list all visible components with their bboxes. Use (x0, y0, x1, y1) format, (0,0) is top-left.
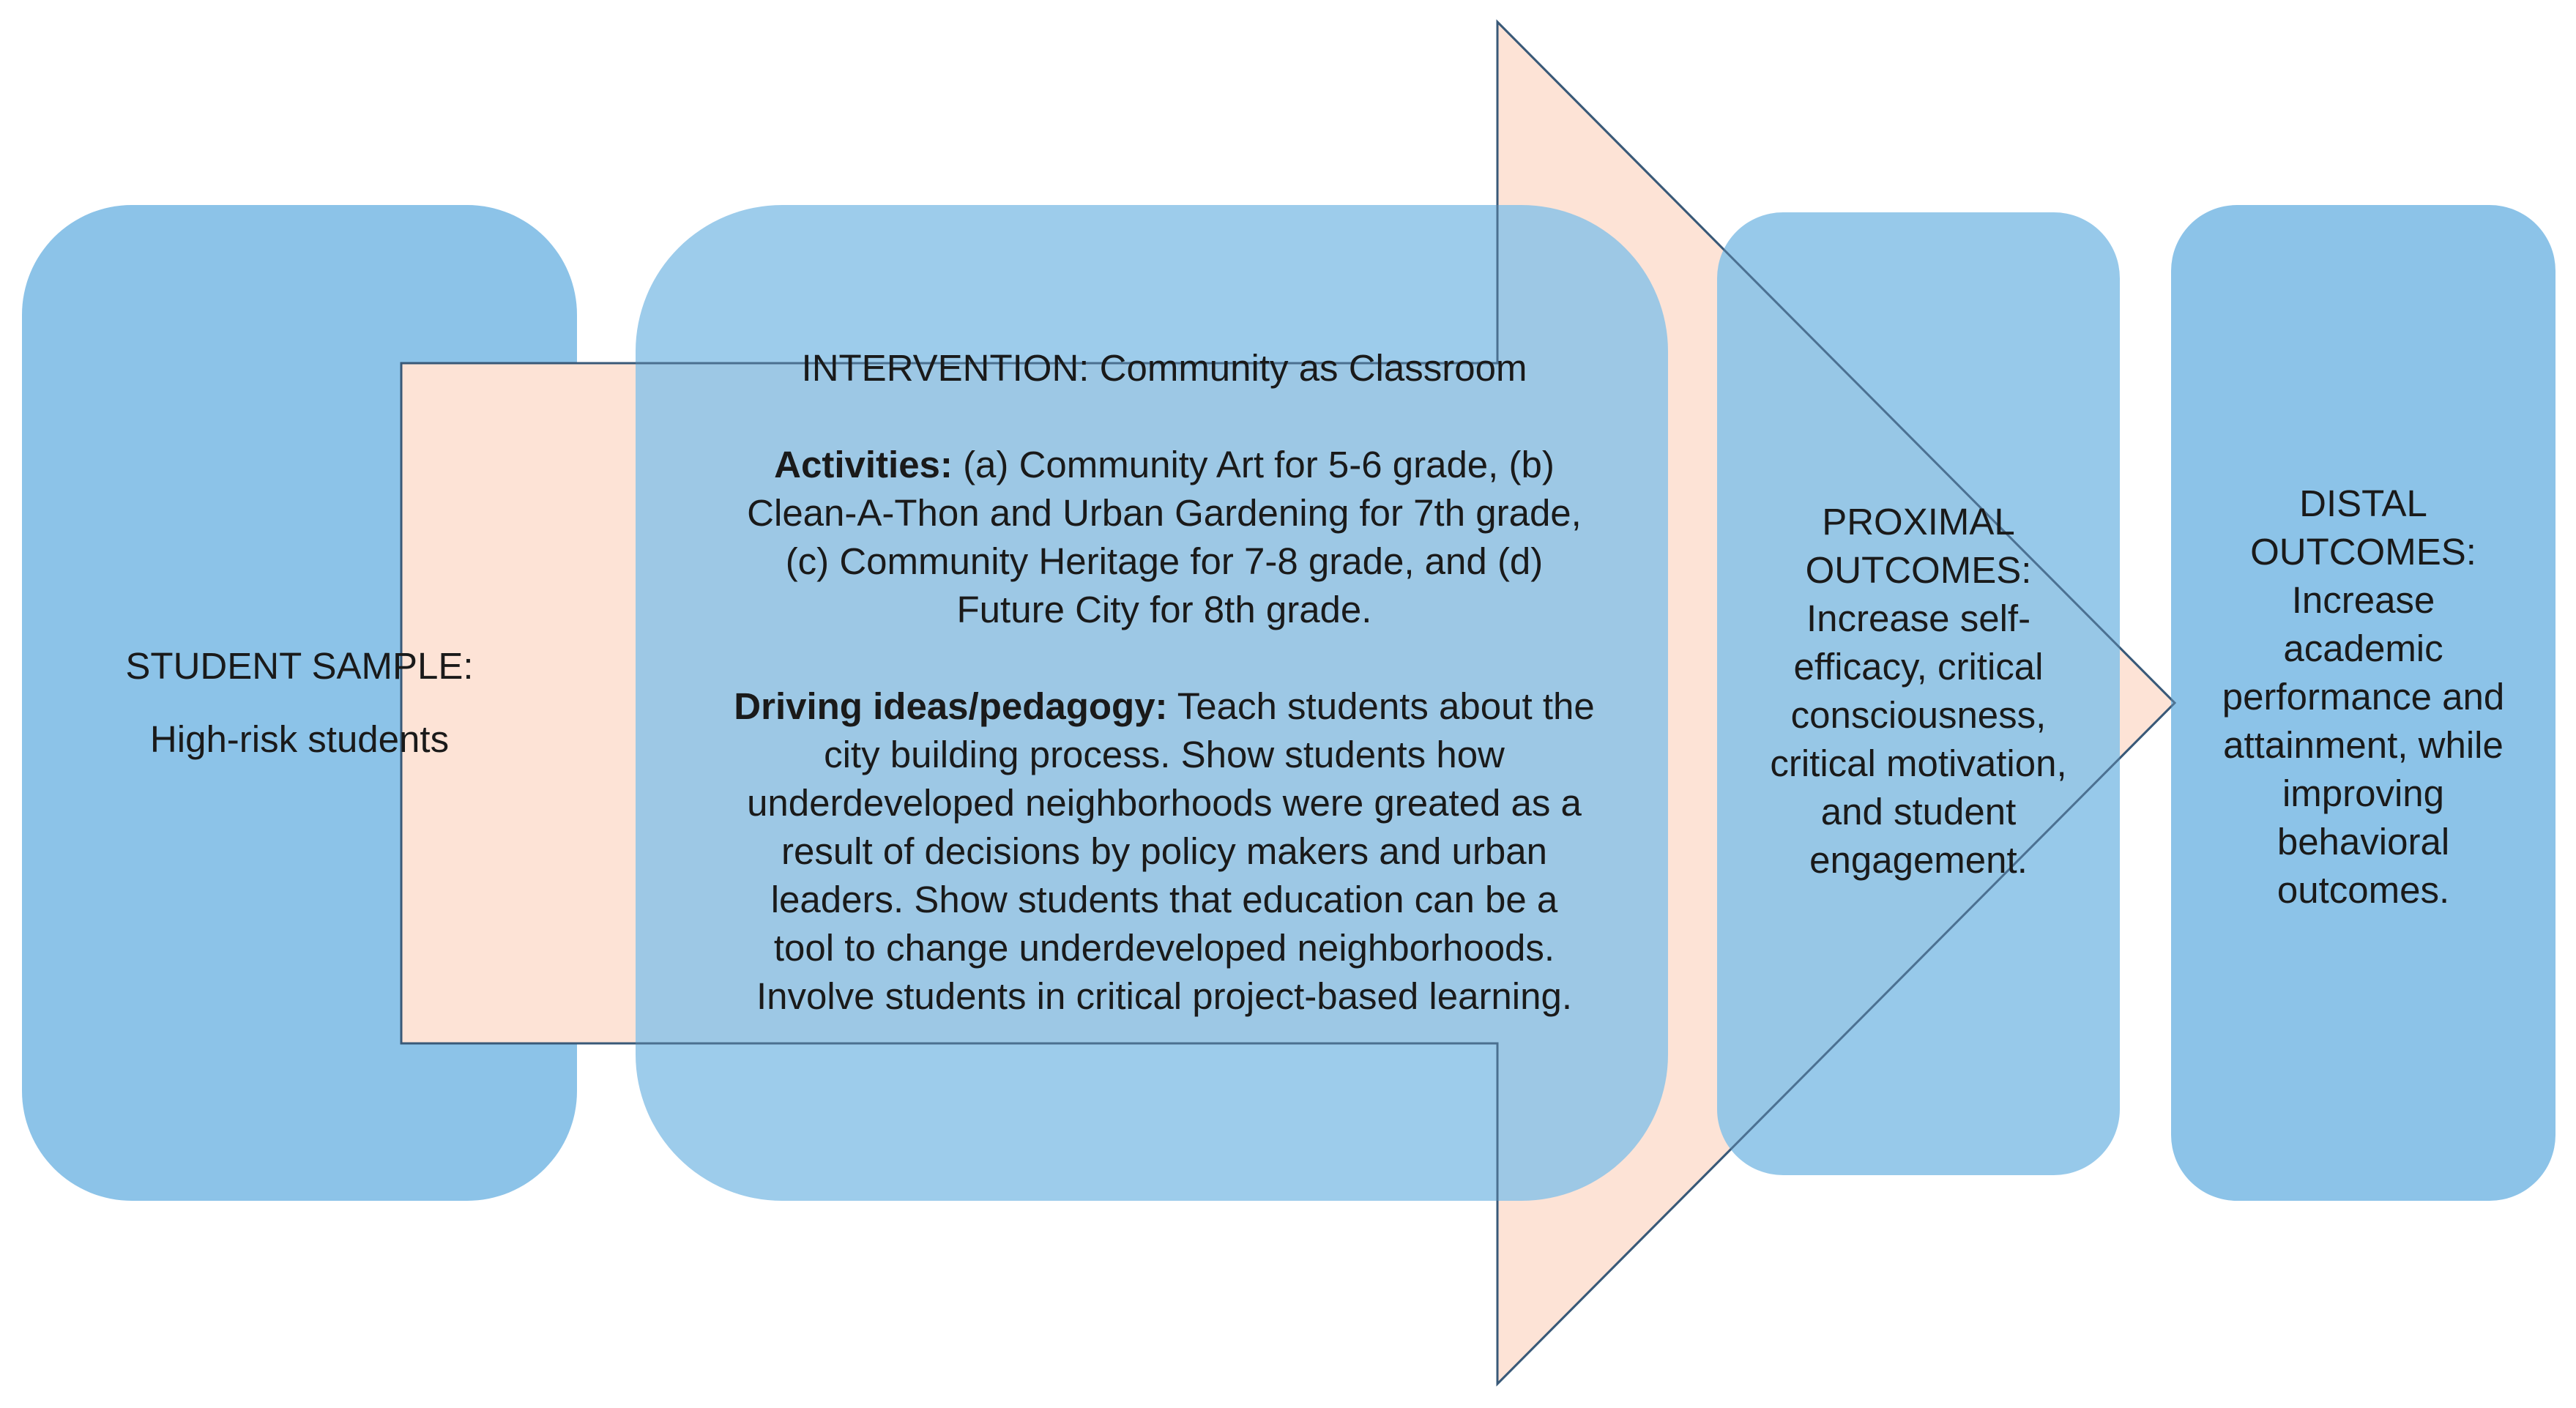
pedagogy-line: tool to change underdeveloped neighborhoods. (773, 927, 1555, 969)
activities-line: Clean-A-Thon and Urban Gardening for 7th grade, (747, 492, 1582, 534)
proximal-outcomes-box (1721, 498, 2116, 908)
distal-line: behavioral (2277, 821, 2450, 863)
pedagogy-line: result of decisions by policy makers and urban (781, 830, 1547, 872)
distal-line: outcomes. (2277, 869, 2450, 911)
proximal-line: critical motivation, (1770, 742, 2067, 784)
distal-line: performance and (2222, 676, 2505, 718)
intervention-box (644, 344, 1684, 1062)
pedagogy-paragraph (734, 682, 1594, 1021)
proximal-line: Increase self- (1806, 597, 2031, 639)
student-sample-box (22, 205, 577, 1201)
proximal-line: PROXIMAL (1822, 501, 2015, 543)
distal-outcomes-box (2178, 480, 2548, 934)
distal-line: DISTAL (2299, 483, 2427, 524)
distal-line: OUTCOMES: (2250, 531, 2476, 573)
pedagogy-line: Involve students in critical project-based learning. (756, 975, 1573, 1017)
distal-line: Increase (2291, 579, 2435, 621)
activities-label: Activities: (774, 444, 953, 485)
distal-line: academic (2283, 627, 2443, 669)
pedagogy-label: Driving ideas/pedagogy: (734, 685, 1168, 727)
distal-line: improving (2282, 772, 2445, 814)
activities-line: (a) Community Art for 5-6 grade, (b) (963, 444, 1555, 485)
proximal-line: engagement. (1809, 839, 2028, 881)
activities-line: Future City for 8th grade. (956, 589, 1372, 630)
pedagogy-line: leaders. Show students that education can be a (770, 879, 1558, 920)
proximal-line: consciousness, (1790, 694, 2047, 736)
pedagogy-line: city building process. Show students how (824, 734, 1505, 775)
pedagogy-line: underdeveloped neighborhoods were greated as a (747, 782, 1582, 824)
activities-paragraph (747, 441, 1582, 634)
activities-line: (c) Community Heritage for 7-8 grade, and (d) (785, 540, 1544, 582)
distal-line: attainment, while (2223, 724, 2504, 766)
intervention-title: INTERVENTION: Community as Classroom (801, 347, 1527, 389)
proximal-line: efficacy, critical (1793, 646, 2044, 688)
student-sample-title: STUDENT SAMPLE: (125, 645, 474, 687)
student-sample-body: High-risk students (149, 718, 450, 760)
pedagogy-line: Teach students about the (1177, 685, 1595, 727)
proximal-line: and student (1820, 791, 2017, 832)
proximal-line: OUTCOMES: (1805, 549, 2032, 591)
